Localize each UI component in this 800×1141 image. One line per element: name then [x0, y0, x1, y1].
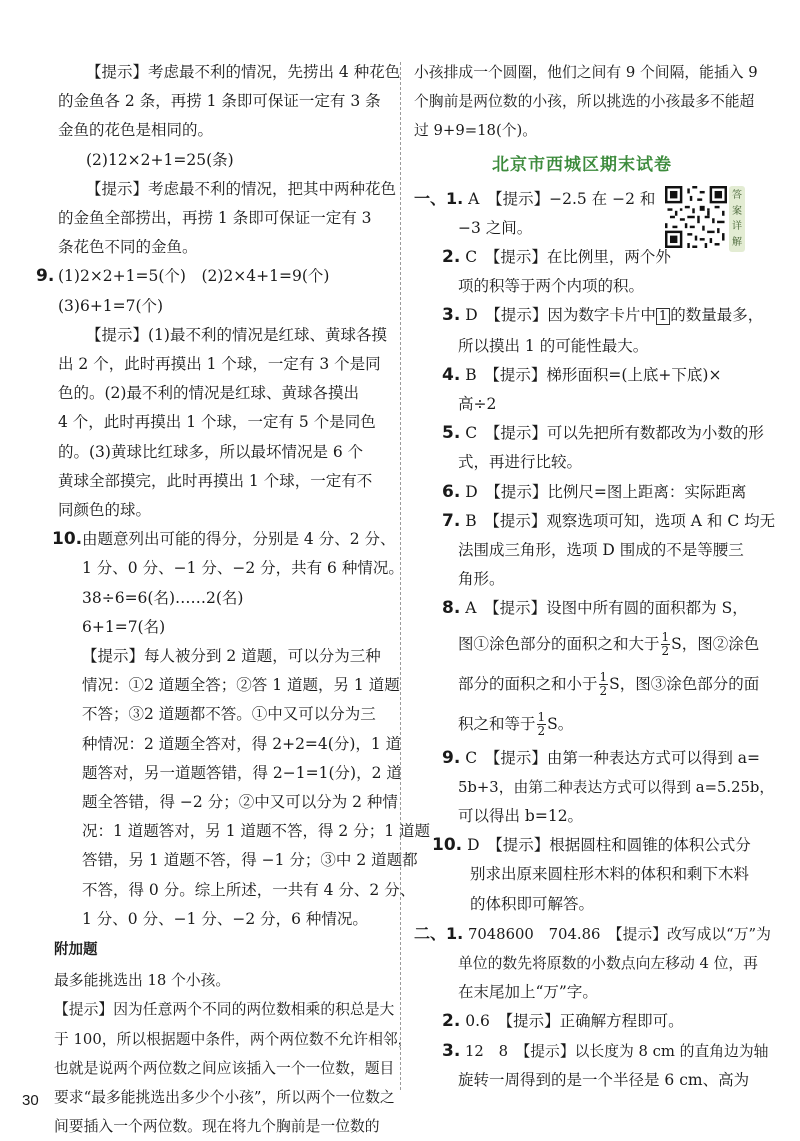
section-2-question-3 [414, 1037, 769, 1066]
badge-char: 详 [732, 221, 742, 232]
number-card: 1 [656, 308, 670, 325]
question-number: 9. [442, 747, 461, 768]
text-line: 金鱼的花色是相同的。 [58, 121, 214, 140]
fraction [661, 631, 671, 658]
text-line: (2)12×2+1=25(条) [86, 150, 234, 169]
text-line: 同颜色的球。 [58, 501, 152, 520]
text-line: 题全答错，得 −2 分；②中又可以分为 2 种情 [82, 793, 398, 812]
question-number: 3. [442, 305, 461, 326]
question-6 [414, 478, 750, 507]
text-line: 可以得出 b=12。 [458, 807, 584, 826]
text-line: D 【提示】比例尺=图上距离：实际距离 [465, 482, 747, 501]
text-line: 1 分、0 分、−1 分、−2 分，6 种情况。 [82, 909, 368, 928]
extra-section-title: 附加题 [54, 942, 98, 959]
text-line: 不答；③2 道题都不答。①中又可以分为三 [82, 705, 376, 724]
text-fragment: 部分的面积之和小于 [458, 674, 598, 693]
text-line: 在末尾加上“万”字。 [458, 983, 598, 1002]
question-number: 4. [442, 364, 461, 385]
text-line: 也就是说两个两位数之间应该插入一个一位数，题目 [54, 1059, 395, 1077]
section-2-question-1 [414, 919, 771, 949]
text-line: 的金鱼各 2 条，再捞 1 条即可保证一定有 3 条 [58, 92, 381, 111]
question-5 [414, 419, 764, 448]
text-line: 旋转一周得到的是一个半径是 6 cm、高为 [458, 1070, 750, 1089]
text-line: 1 分、0 分、−1 分、−2 分，共有 6 种情况。 [82, 559, 404, 578]
text-fragment: S。 [547, 714, 574, 733]
text-line: 角形。 [458, 570, 505, 589]
question-number: 2. [442, 247, 461, 268]
question-number: 8. [442, 598, 461, 619]
text-line: 间要插入一个两位数。现在将九个胸前是一位数的 [54, 1118, 380, 1136]
badge-char: 解 [732, 236, 742, 248]
text-line: 答错，另 1 道题不答，得 −1 分；③中 2 道题都 [82, 851, 418, 870]
text-line: 小孩排成一个圆圈，他们之间有 9 个间隔，能插入 9 [414, 64, 758, 81]
text-line: 法围成三角形，选项 D 围成的不是等腰三 [458, 541, 744, 560]
fraction [599, 671, 609, 698]
text-line: C 【提示】在比例里，两个外 [465, 248, 671, 267]
text-line [414, 624, 760, 664]
exam-title: 北京市西城区期末试卷 [492, 154, 672, 175]
question-number: 10. [432, 835, 463, 856]
text-line: 项的积等于两个内项的积。 [458, 277, 645, 296]
fraction-denominator: 2 [599, 684, 608, 699]
text-line: 【提示】因为任意两个不同的两位数相乘的积总是大 [54, 1001, 395, 1019]
text-line: 不答，得 0 分。综上所述，一共有 4 分、2 分、 [82, 880, 416, 899]
question-10 [52, 525, 396, 554]
fraction-numerator: 1 [661, 630, 670, 645]
text-line: (3)6+1=7(个) [58, 296, 164, 315]
text-line: 6+1=7(名) [82, 617, 166, 636]
fraction-numerator: 1 [537, 710, 546, 725]
text-fragment: S，图③涂色部分的面 [609, 674, 760, 693]
text-line: 式，再进行比较。 [458, 453, 583, 472]
section-2-question-2 [414, 1007, 750, 1036]
text-fragment: S，图②涂色 [671, 634, 760, 653]
text-line: 38÷6=6(名)……2(名) [82, 588, 244, 607]
question-3 [414, 301, 764, 331]
text-line: 要求“最多能挑选出多少个小孩”，所以两个一位数之 [54, 1088, 395, 1106]
badge-char: 答 [732, 190, 742, 201]
question-number: 10. [52, 529, 83, 550]
fraction-denominator: 2 [537, 724, 546, 739]
text-line: 出 2 个，此时再摸出 1 个球，一定有 3 个是同 [58, 355, 381, 374]
text-line: 【提示】考虑最不利的情况，把其中两种花色 [86, 179, 397, 198]
text-line: 况：1 道题答对，另 1 道题不答，得 2 分；1 道题 [82, 822, 431, 841]
text-line: 【提示】考虑最不利的情况，先捞出 4 种花色 [86, 63, 401, 81]
text-line: 【提示】每人被分到 2 道题，可以分为三种 [82, 647, 381, 666]
question-10 [414, 831, 750, 860]
question-8 [414, 594, 750, 623]
question-9 [36, 262, 390, 291]
text-line: 0.6 【提示】正确解方程即可。 [465, 1012, 684, 1031]
question-number: 2. [442, 1011, 461, 1032]
text-line [414, 664, 760, 704]
fraction [537, 711, 547, 738]
text-line: 个胸前是两位数的小孩，所以挑选的小孩最多不能超 [414, 93, 755, 111]
text-line: 12 8 【提示】以长度为 8 cm 的直角边为轴 [465, 1042, 769, 1060]
text-line: 的金鱼全部捞出，再捞 1 条即可保证一定有 3 [58, 209, 372, 228]
question-7 [414, 507, 776, 536]
text-line: 别求出原来圆柱形木料的体积和剩下木料 [470, 865, 750, 884]
text-line: 的体积即可解答。 [470, 894, 595, 913]
text-line: A 【提示】设图中所有圆的面积都为 S， [465, 599, 748, 618]
text-line: (1)2×2+1=5(个) (2)2×4+1=9(个) [58, 267, 330, 286]
text-fragment: 图①涂色部分的面积之和大于 [458, 634, 660, 653]
text-line: 所以摸出 1 的可能性最大。 [458, 336, 649, 355]
text-line: 黄球全部摸完，此时再摸出 1 个球，一定有不 [58, 471, 373, 490]
text-line: 5b+3，由第二种表达方式可以得到 a=5.25b， [458, 778, 775, 796]
question-number: 二、1. [414, 923, 464, 943]
text-line: 7048600 704.86 【提示】改写成以“万”为 [467, 925, 771, 943]
text-line: 最多能挑选出 18 个小孩。 [54, 972, 231, 990]
qr-code-icon[interactable] [665, 186, 727, 248]
question-number: 7. [442, 510, 461, 531]
text-line: D 【提示】因为数字卡片中 [465, 306, 656, 325]
text-line: 于 100，所以根据题中条件，两个两位数不允许相邻， [54, 1030, 413, 1048]
text-line: 由题意列出可能的得分，分别是 4 分、2 分、 [82, 530, 396, 549]
column-divider [400, 62, 401, 1090]
left-column [36, 58, 431, 1141]
text-line: D 【提示】根据圆柱和圆锥的体积公式分 [467, 836, 751, 855]
text-line: B 【提示】梯形面积=(上底+下底)× [465, 365, 722, 384]
text-line: −3 之间。 [458, 218, 533, 237]
text-fragment: 积之和等于 [458, 714, 536, 733]
question-number: 一、1. [414, 188, 464, 208]
text-line: C 【提示】由第一种表达方式可以得到 a= [465, 748, 761, 767]
fraction-denominator: 2 [661, 644, 670, 659]
text-line: 题答对，另一道题答错，得 2−1=1(分)，2 道 [82, 763, 402, 782]
text-line: 单位的数先将原数的小数点向左移动 4 位，再 [458, 955, 758, 973]
badge-char: 案 [732, 205, 742, 217]
text-line: 【提示】(1)最不利的情况是红球、黄球各摸 [86, 325, 387, 344]
question-9 [414, 744, 761, 773]
question-number: 6. [442, 481, 461, 502]
text-line: 种情况：2 道题全答对，得 2+2=4(分)，1 道 [82, 734, 402, 753]
text-line: 的。(3)黄球比红球多，所以最坏情况是 6 个 [58, 442, 364, 461]
question-4 [414, 361, 750, 390]
answer-detail-badge[interactable] [729, 186, 745, 252]
text-line: 的数量最多， [670, 306, 764, 325]
text-line [414, 704, 750, 744]
text-line: 条花色不同的金鱼。 [58, 238, 198, 257]
text-line: A 【提示】−2.5 在 −2 和 [468, 189, 656, 208]
question-number: 3. [442, 1040, 461, 1061]
question-number: 9. [36, 266, 55, 287]
text-line: 过 9+9=18(个)。 [414, 122, 538, 140]
text-line: 4 个，此时再摸出 1 个球，一定有 5 个是同色 [58, 413, 376, 432]
fraction-numerator: 1 [599, 670, 608, 685]
page-number: 30 [22, 1092, 39, 1109]
text-line: B 【提示】观察选项可知，选项 A 和 C 均无 [465, 511, 776, 530]
text-line: 情况：①2 道题全答；②答 1 道题，另 1 道题 [82, 676, 400, 695]
text-line: C 【提示】可以先把所有数都改为小数的形 [465, 424, 764, 443]
text-line: 色的。(2)最不利的情况是红球、黄球各摸出 [58, 384, 359, 403]
text-line: 高÷2 [458, 395, 497, 414]
question-number: 5. [442, 423, 461, 444]
